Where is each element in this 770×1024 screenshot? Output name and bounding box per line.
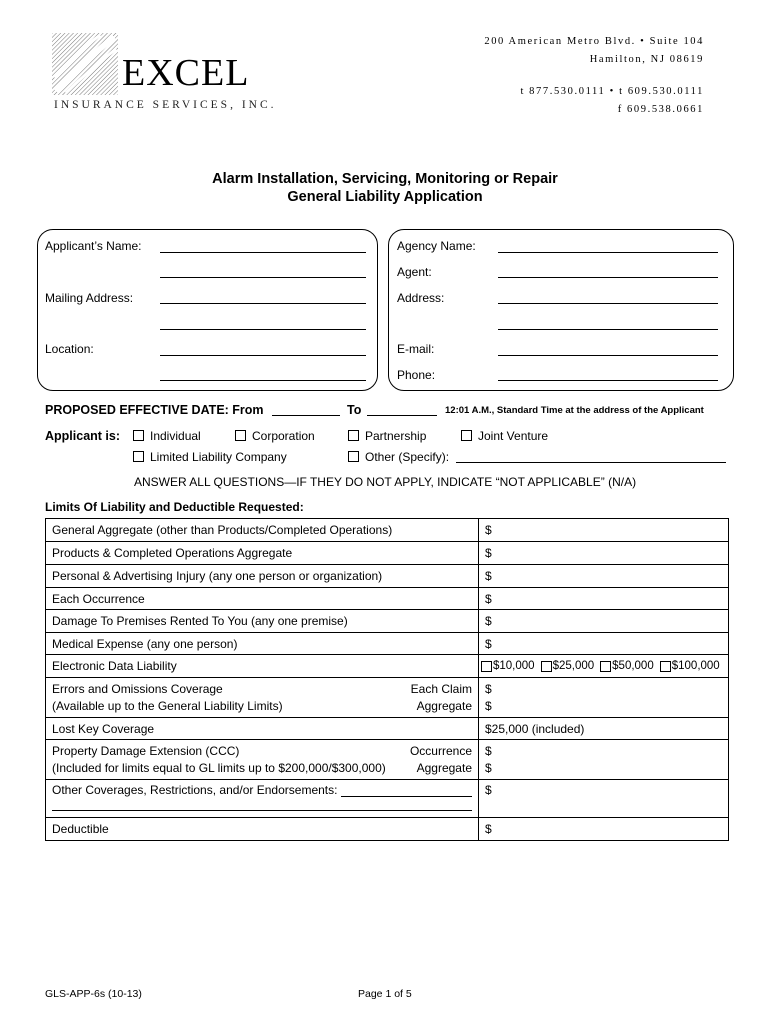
company-name: EXCEL [122, 52, 250, 94]
eo-each-claim-amount[interactable]: $ [485, 681, 492, 696]
eo-each-claim-label: Each Claim [410, 681, 472, 696]
table-row [46, 655, 729, 678]
mailing-address-field-2[interactable] [160, 329, 366, 330]
pde-occurrence-amount[interactable]: $ [485, 743, 492, 758]
ed-10000-label: $10,000 [493, 660, 535, 672]
electronic-data-label: Electronic Data Liability [46, 655, 479, 678]
email-label: E-mail: [397, 342, 435, 356]
agent-label: Agent: [397, 265, 432, 279]
eo-line-1: Errors and Omissions Coverage [52, 681, 223, 696]
table-row [46, 633, 729, 655]
applicant-is-label: Applicant is: [45, 429, 121, 443]
agency-info-box [388, 229, 734, 391]
effective-date-from-label: PROPOSED EFFECTIVE DATE: From [45, 403, 264, 417]
each-occurrence-amount[interactable]: $ [479, 588, 729, 610]
damage-premises-amount[interactable]: $ [479, 610, 729, 633]
damage-premises-label: Damage To Premises Rented To You (any one premise) [46, 610, 479, 633]
eo-line-2: (Available up to the General Liability Limits) [52, 698, 283, 713]
address-line-1: 200 American Metro Blvd. • Suite 104 [484, 36, 704, 47]
pde-line-1: Property Damage Extension (CCC) [52, 743, 240, 758]
personal-injury-label: Personal & Advertising Injury (any one person or organization) [46, 565, 479, 588]
other-coverages-field[interactable] [341, 784, 472, 797]
other-coverages-field-2[interactable] [52, 797, 472, 811]
phone-label: Phone: [397, 368, 436, 382]
excel-logo-mark-icon [52, 33, 118, 95]
pde-occurrence-label: Occurrence [409, 743, 472, 758]
form-title-line-1: Alarm Installation, Servicing, Monitoring or Repair [212, 171, 558, 187]
lost-key-label: Lost Key Coverage [46, 718, 479, 740]
fax-line: f 609.538.0661 [617, 104, 704, 115]
pde-aggregate-amount[interactable]: $ [485, 760, 492, 775]
table-row [46, 565, 729, 588]
ed-50000-checkbox[interactable] [600, 661, 611, 672]
eo-aggregate-amount[interactable]: $ [485, 698, 492, 713]
medical-expense-label: Medical Expense (any one person) [46, 633, 479, 655]
products-aggregate-label: Products & Completed Operations Aggregate [46, 542, 479, 565]
location-label: Location: [45, 342, 94, 356]
table-row [46, 718, 729, 740]
ed-25000-label: $25,000 [552, 660, 595, 672]
individual-checkbox[interactable] [133, 430, 144, 441]
location-field-2[interactable] [160, 380, 366, 381]
applicant-info-box [37, 229, 378, 391]
company-subtitle: INSURANCE SERVICES, INC. [54, 99, 277, 111]
effective-date-to-label: To [347, 403, 362, 417]
deductible-amount[interactable]: $ [479, 818, 729, 841]
medical-expense-amount[interactable]: $ [479, 633, 729, 655]
table-row [46, 588, 729, 610]
email-field[interactable] [498, 355, 718, 356]
location-field[interactable] [160, 355, 366, 356]
ed-25000-checkbox[interactable] [541, 661, 552, 672]
effective-date-to-field[interactable] [367, 415, 437, 416]
llc-label: Limited Liability Company [150, 450, 287, 464]
agent-field[interactable] [498, 277, 718, 278]
table-row [46, 610, 729, 633]
pde-aggregate-label: Aggregate [416, 760, 472, 775]
general-aggregate-amount[interactable]: $ [479, 519, 729, 542]
effective-date-note: 12:01 A.M., Standard Time at the address of the Applicant [445, 405, 704, 416]
individual-label: Individual [150, 429, 201, 443]
other-coverages-amount[interactable]: $ [479, 780, 729, 818]
form-title-line-2: General Liability Application [287, 189, 483, 205]
table-row [46, 678, 729, 718]
partnership-label: Partnership [365, 429, 427, 443]
deductible-label: Deductible [46, 818, 479, 841]
address-line-2: Hamilton, NJ 08619 [589, 54, 704, 65]
other-label: Other (Specify): [365, 450, 450, 464]
agency-name-field[interactable] [498, 252, 718, 253]
applicant-name-label: Applicant’s Name: [45, 239, 142, 253]
page-number: Page 1 of 5 [358, 988, 412, 1000]
mailing-address-field[interactable] [160, 303, 366, 304]
table-row [46, 780, 729, 818]
joint-venture-label: Joint Venture [478, 429, 549, 443]
lost-key-value: $25,000 (included) [479, 718, 729, 740]
limits-heading: Limits Of Liability and Deductible Requested: [45, 500, 304, 514]
other-checkbox[interactable] [348, 451, 359, 462]
joint-venture-checkbox[interactable] [461, 430, 472, 441]
applicant-name-field-2[interactable] [160, 277, 366, 278]
other-specify-field[interactable] [456, 462, 726, 463]
electronic-data-options [479, 655, 729, 678]
ed-100000-checkbox[interactable] [660, 661, 671, 672]
llc-checkbox[interactable] [133, 451, 144, 462]
agency-address-field[interactable] [498, 303, 718, 304]
table-row [46, 740, 729, 780]
effective-date-from-field[interactable] [272, 415, 340, 416]
products-aggregate-amount[interactable]: $ [479, 542, 729, 565]
errors-omissions-cell [46, 678, 479, 718]
each-occurrence-label: Each Occurrence [46, 588, 479, 610]
property-damage-extension-amounts[interactable] [479, 740, 729, 780]
ed-100000-label: $100,000 [671, 660, 720, 672]
table-row [46, 818, 729, 841]
agency-address-label: Address: [397, 291, 445, 305]
agency-name-label: Agency Name: [397, 239, 476, 253]
applicant-name-field[interactable] [160, 252, 366, 253]
phone-field[interactable] [498, 380, 718, 381]
ed-10000-checkbox[interactable] [481, 661, 492, 672]
errors-omissions-amounts[interactable] [479, 678, 729, 718]
limits-table [45, 518, 729, 841]
answer-all-instruction: ANSWER ALL QUESTIONS—IF THEY DO NOT APPLY, INDICATE “NOT APPLICABLE” (N/A) [133, 475, 637, 489]
agency-address-field-2[interactable] [498, 329, 718, 330]
other-coverages-label: Other Coverages, Restrictions, and/or Endorsements: [52, 783, 338, 797]
table-row [46, 519, 729, 542]
mailing-address-label: Mailing Address: [45, 291, 134, 305]
property-damage-extension-cell [46, 740, 479, 780]
partnership-checkbox[interactable] [348, 430, 359, 441]
table-row [46, 542, 729, 565]
other-coverages-cell [46, 780, 479, 818]
phone-line: t 877.530.0111 • t 609.530.0111 [520, 86, 704, 97]
ed-50000-label: $50,000 [612, 660, 654, 672]
pde-line-2: (Included for limits equal to GL limits up to $200,000/$300,000) [52, 760, 386, 775]
personal-injury-amount[interactable]: $ [479, 565, 729, 588]
corporation-checkbox[interactable] [235, 430, 246, 441]
general-aggregate-label: General Aggregate (other than Products/Completed Operations) [46, 519, 479, 542]
corporation-label: Corporation [252, 429, 315, 443]
form-code: GLS-APP-6s (10-13) [45, 988, 142, 1000]
eo-aggregate-label: Aggregate [416, 698, 472, 713]
